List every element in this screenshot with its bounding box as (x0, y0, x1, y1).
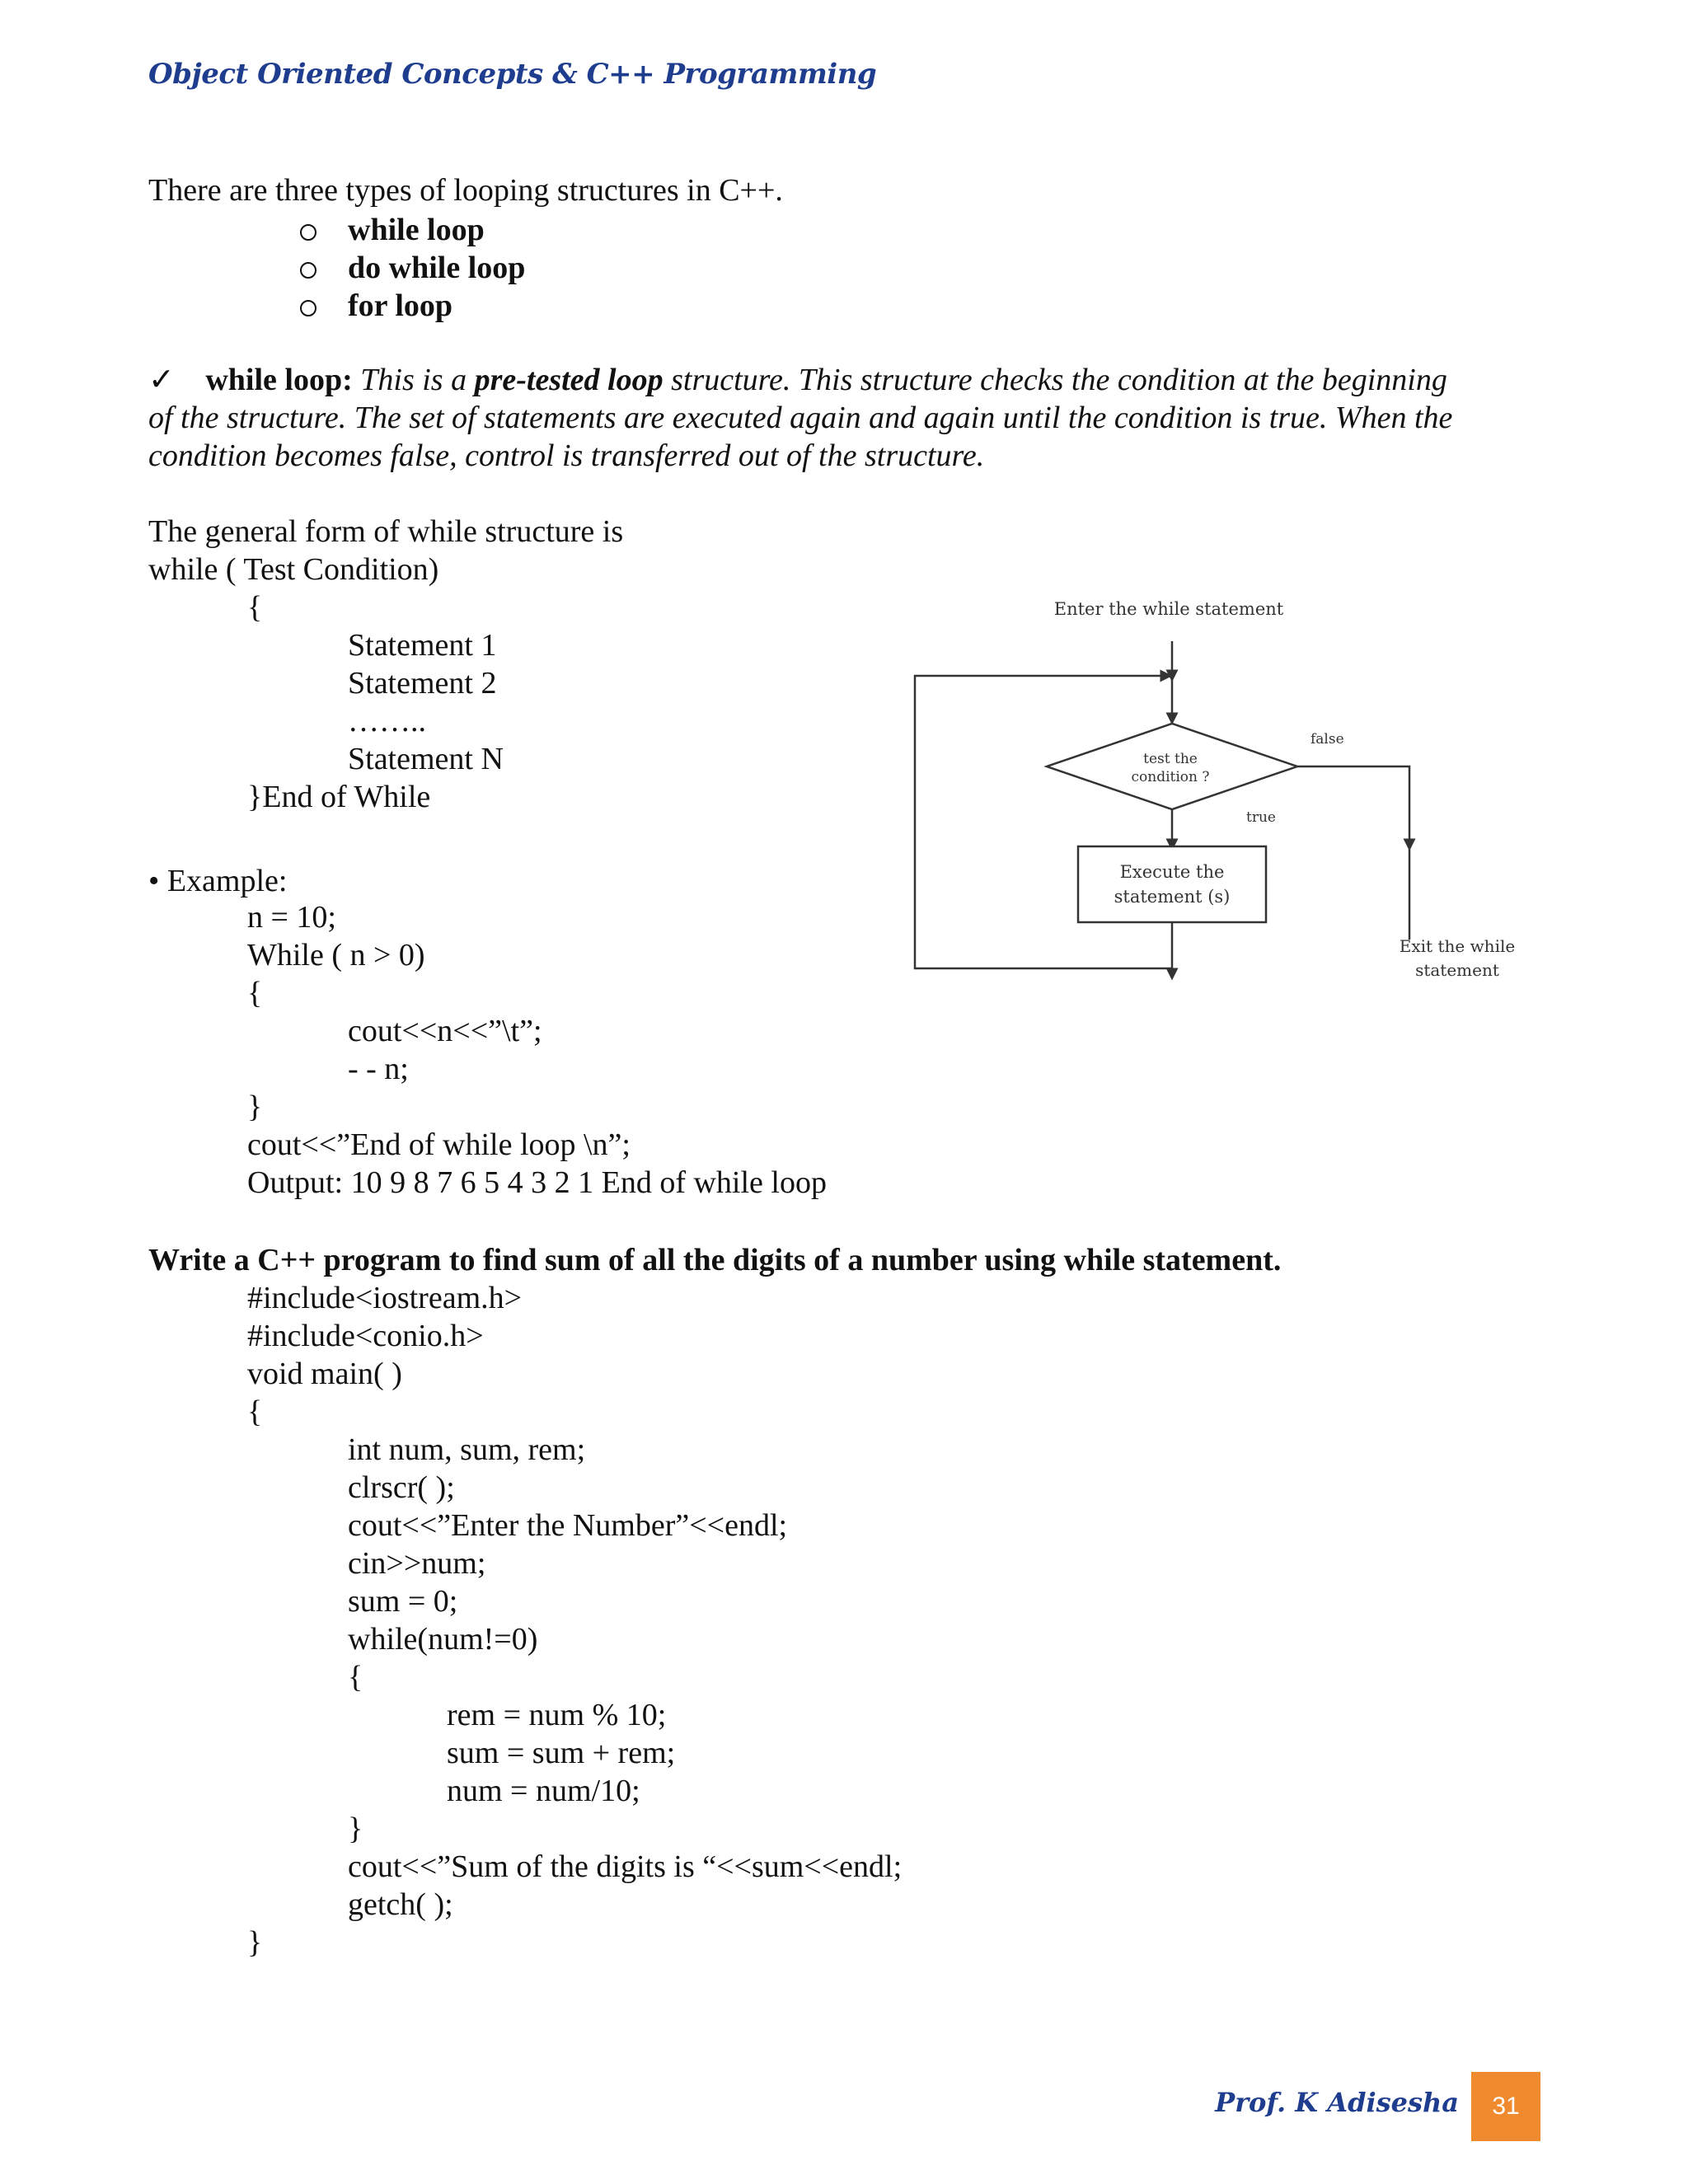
syntax-line: Statement N (348, 742, 504, 776)
desc-text: This is a (352, 363, 475, 397)
program-line: sum = 0; (348, 1584, 458, 1619)
example-code-line: cout<<n<<”\t”; (348, 1014, 542, 1048)
program-line: { (348, 1660, 363, 1694)
example-label-text: Example: (166, 864, 288, 898)
example-code-line: While ( n > 0) (247, 938, 425, 972)
list-bullet (300, 262, 316, 279)
true-label: true (1246, 809, 1276, 826)
program-line: int num, sum, rem; (348, 1432, 586, 1467)
example-code-line: cout<<”End of while loop \n”; (247, 1127, 631, 1162)
syntax-line: Statement 2 (348, 666, 497, 701)
syntax-line: while ( Test Condition) (148, 552, 439, 587)
program-line: #include<iostream.h> (247, 1281, 523, 1315)
desc-text: condition becomes false, control is transferred out of the structure. (148, 438, 985, 473)
flow-false-line (1297, 766, 1409, 845)
program-line: rem = num % 10; (447, 1698, 667, 1732)
program-line: #include<conio.h> (247, 1319, 484, 1353)
program-line: num = num/10; (447, 1774, 640, 1808)
desc-text: of the structure. The set of statements are executed again and again until the condition is true. When the (148, 401, 1453, 435)
program-line: while(num!=0) (348, 1622, 538, 1657)
program-line: { (247, 1394, 263, 1429)
execute-label: Execute the (1119, 862, 1225, 882)
flow-enter-label: Enter the while statement (1053, 599, 1284, 619)
check-icon: ✓ (148, 363, 175, 397)
loop-type-item: for loop (348, 288, 453, 323)
program-line: clrscr( ); (348, 1470, 455, 1505)
desc-text: structure. This structure checks the condition at the beginning (663, 363, 1447, 397)
syntax-line: Statement 1 (348, 628, 497, 663)
exit-label: statement (1415, 960, 1499, 980)
running-header: Object Oriented Concepts & C++ Programming (148, 58, 877, 91)
program-line: cin>>num; (348, 1546, 486, 1581)
execute-label: statement (s) (1114, 887, 1231, 907)
loop-type-item: while loop (348, 213, 485, 247)
program-line: } (348, 1811, 363, 1846)
example-code-line: } (247, 1090, 263, 1124)
list-bullet (300, 224, 316, 241)
while-flowchart (907, 593, 1516, 989)
example-code-line: - - n; (348, 1052, 409, 1086)
program-line: } (247, 1925, 263, 1960)
program-line: getch( ); (348, 1887, 453, 1922)
footer-author: Prof. K Adisesha (1215, 2087, 1459, 2118)
execute-box (1078, 846, 1266, 922)
program-line: sum = sum + rem; (447, 1736, 676, 1770)
loop-type-item: do while loop (348, 251, 526, 285)
example-code-line: { (247, 976, 263, 1010)
exit-label: Exit the while (1399, 936, 1516, 956)
program-line: cout<<”Enter the Number”<<endl; (348, 1508, 788, 1543)
example-code-line: n = 10; (247, 900, 336, 935)
flow-loop-line (915, 676, 1172, 968)
example-output: Output: 10 9 8 7 6 5 4 3 2 1 End of while loop (247, 1165, 827, 1200)
program-line: cout<<”Sum of the digits is “<<sum<<endl; (348, 1849, 903, 1884)
page-number: 31 (1471, 2072, 1540, 2141)
syntax-line: }End of While (247, 780, 431, 814)
syntax-line: …….. (348, 704, 426, 738)
term-label: while loop: (205, 363, 353, 397)
intro-text: There are three types of looping structures in C++. (148, 173, 783, 208)
program-title: Write a C++ program to find sum of all the digits of a number using while statement. (148, 1243, 1282, 1277)
emphasis-text: pre-tested loop (474, 363, 663, 397)
syntax-line: { (247, 590, 263, 625)
bullet-icon: • (148, 864, 160, 898)
general-form-heading: The general form of while structure is (148, 514, 624, 549)
while-description (148, 361, 1447, 399)
program-line: void main( ) (247, 1357, 402, 1391)
example-label (148, 862, 287, 900)
list-bullet (300, 300, 316, 316)
decision-label: condition ? (1131, 769, 1210, 785)
decision-label: test the (1143, 751, 1198, 767)
false-label: false (1311, 731, 1344, 748)
